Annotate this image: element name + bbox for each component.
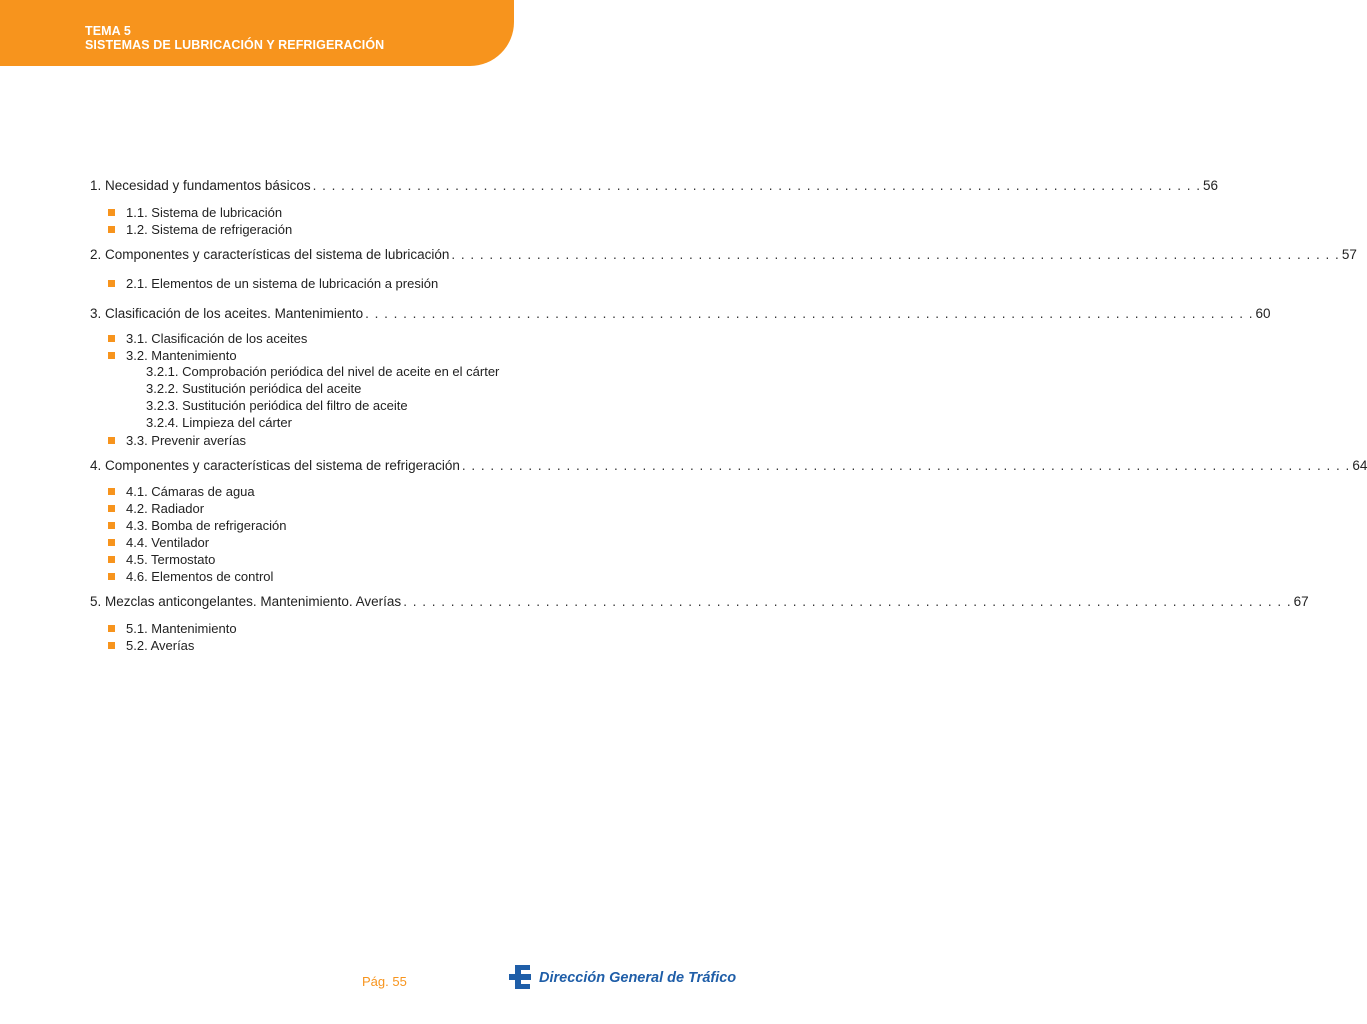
dot-leader: . . . . . . . . . . . . . . . . . . . . . . . . . . . . . . . . . . . . . . . . . . . . . . . . . . . . . . . . . . . . . . . . . . . . . . . . . . . . . . . . . . . . . . . . . . . . . . (403, 594, 1292, 609)
toc-entry-title: 3. Clasificación de los aceites. Mantenimiento (90, 306, 364, 321)
toc-entry-3[interactable] (90, 306, 1271, 321)
toc-page-number: 56 (1203, 178, 1219, 193)
table-of-contents (90, 178, 1367, 654)
subentry-label: 4.1. Cámaras de agua (126, 484, 255, 499)
toc-subentry[interactable] (108, 330, 668, 347)
subentry-label: 3.1. Clasificación de los aceites (126, 331, 308, 346)
toc-entry-2[interactable] (90, 247, 1357, 262)
subentry-label: 4.2. Radiador (126, 501, 205, 516)
subentry-label: 1.2. Sistema de refrigeración (126, 222, 293, 237)
bullet-square-icon (108, 522, 115, 529)
toc-subentry[interactable] (108, 275, 668, 292)
bullet-square-icon (108, 209, 115, 216)
subentry-label: 4.5. Termostato (126, 552, 216, 567)
toc-subentry[interactable] (108, 517, 668, 534)
subentry-label: 4.4. Ventilador (126, 535, 210, 550)
toc-subentry[interactable] (108, 432, 668, 449)
bullet-square-icon (108, 505, 115, 512)
toc-subentry[interactable] (108, 637, 668, 654)
toc-subentry[interactable] (108, 204, 668, 221)
toc-entry-1[interactable] (90, 178, 1219, 193)
dgt-logo-text: Dirección General de Tráfico (539, 970, 737, 986)
subentry-label: 3.3. Prevenir averías (126, 433, 246, 448)
dot-leader: . . . . . . . . . . . . . . . . . . . . . . . . . . . . . . . . . . . . . . . . . . . . . . . . . . . . . . . . . . . . . . . . . . . . . . . . . . . . . . . . . . . . . . . . . . . . . . (365, 306, 1254, 321)
bullet-square-icon (108, 625, 115, 632)
subentry-label: 3.2. Mantenimiento (126, 348, 237, 363)
subentry-label: 4.6. Elementos de control (126, 569, 274, 584)
toc-entry-title: 1. Necesidad y fundamentos básicos (90, 178, 311, 193)
subentry-label: 1.1. Sistema de lubricación (126, 205, 283, 220)
toc-subentries (108, 330, 668, 449)
toc-subsubentry[interactable]: 3.2.1. Comprobación periódica del nivel de aceite en el cárter (146, 364, 500, 379)
toc-subentries (108, 204, 668, 238)
toc-subsubentry[interactable]: 3.2.3. Sustitución periódica del filtro de aceite (146, 398, 408, 413)
dot-leader: . . . . . . . . . . . . . . . . . . . . . . . . . . . . . . . . . . . . . . . . . . . . . . . . . . . . . . . . . . . . . . . . . . . . . . . . . . . . . . . . . . . . . . . . . . . . . . (312, 178, 1202, 193)
toc-page-number: 57 (1341, 247, 1357, 262)
tema-title: SISTEMAS DE LUBRICACIÓN Y REFRIGERACIÓN (85, 38, 385, 52)
toc-page-number: 60 (1255, 306, 1271, 321)
dot-leader: . . . . . . . . . . . . . . . . . . . . . . . . . . . . . . . . . . . . . . . . . . . . . . . . . . . . . . . . . . . . . . . . . . . . . . . . . . . . . . . . . . . . . . . . . . . . . . (451, 247, 1340, 262)
bullet-square-icon (108, 539, 115, 546)
page-number-label: Pág. 55 (362, 974, 407, 989)
subentry-label: 2.1. Elementos de un sistema de lubricación a presión (126, 276, 439, 291)
bullet-square-icon (108, 573, 115, 580)
toc-subentry[interactable] (108, 221, 668, 238)
toc-subentry[interactable] (108, 534, 668, 551)
toc-subentries (108, 275, 668, 292)
toc-page-number: 64 (1352, 458, 1367, 473)
toc-entry-title: 5. Mezclas anticongelantes. Mantenimiento. Averías (90, 594, 402, 609)
subentry-label: 5.2. Averías (126, 638, 195, 653)
toc-subentry[interactable] (108, 620, 668, 637)
toc-subentry[interactable] (108, 551, 668, 568)
tema-label: TEMA 5 (85, 24, 131, 38)
toc-subentries (108, 483, 668, 585)
header-title-block (85, 24, 384, 52)
bullet-square-icon (108, 226, 115, 233)
toc-page-number: 67 (1293, 594, 1309, 609)
toc-subentry[interactable] (108, 500, 668, 517)
bullet-square-icon (108, 642, 115, 649)
bullet-square-icon (108, 335, 115, 342)
toc-subentry[interactable] (108, 568, 668, 585)
bullet-square-icon (108, 280, 115, 287)
toc-subentry[interactable] (108, 347, 668, 364)
toc-entry-title: 2. Componentes y características del sistema de lubricación (90, 247, 450, 262)
bullet-square-icon (108, 488, 115, 495)
bullet-square-icon (108, 437, 115, 444)
dot-leader: . . . . . . . . . . . . . . . . . . . . . . . . . . . . . . . . . . . . . . . . . . . . . . . . . . . . . . . . . . . . . . . . . . . . . . . . . . . . . . . . . . . . . . . . . . . . . . (461, 458, 1351, 473)
subentry-label: 5.1. Mantenimiento (126, 621, 237, 636)
bullet-square-icon (108, 556, 115, 563)
dgt-logo (507, 964, 736, 992)
toc-entry-5[interactable] (90, 594, 1309, 609)
subentry-label: 4.3. Bomba de refrigeración (126, 518, 287, 533)
bullet-square-icon (108, 352, 115, 359)
toc-subsubentry[interactable]: 3.2.4. Limpieza del cárter (146, 415, 292, 430)
toc-subentry[interactable] (108, 483, 668, 500)
toc-entry-title: 4. Componentes y características del sistema de refrigeración (90, 458, 460, 473)
toc-subsubentry[interactable]: 3.2.2. Sustitución periódica del aceite (146, 381, 362, 396)
toc-subentries (108, 620, 668, 654)
dgt-logo-icon (507, 964, 533, 992)
toc-entry-4[interactable] (90, 458, 1367, 473)
